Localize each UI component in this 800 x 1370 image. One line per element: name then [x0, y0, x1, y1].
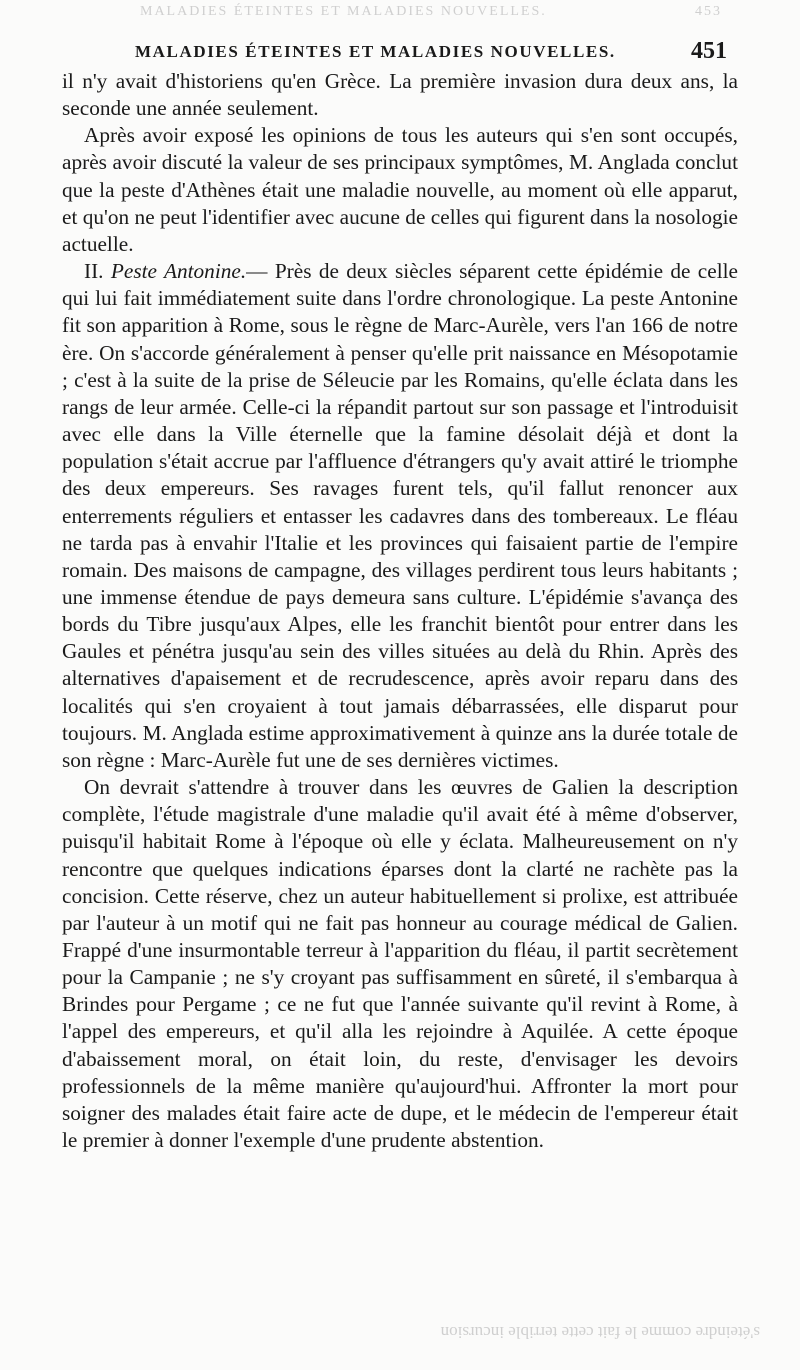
- show-through-page-number: 453: [695, 4, 722, 19]
- paragraph-peste-antonine: [62, 258, 738, 774]
- section-number: II.: [84, 259, 104, 284]
- body-text: [62, 68, 738, 1154]
- paragraph-anglada-conclusion: Après avoir exposé les opinions de tous les auteurs qui s'en sont occupés, après avoir discuté la valeur de ses principaux symptômes, M. Anglada conclut que la peste d'Athènes était une maladie nouvelle, au moment où elle apparut, et qu'on ne peut l'identifier avec aucune de celles qui figurent dans la nosologie actuelle.: [62, 123, 738, 256]
- section-title: Peste Antonine.: [110, 259, 247, 284]
- running-header: [135, 38, 735, 70]
- running-title: MALADIES ÉTEINTES ET MALADIES NOUVELLES.: [135, 42, 616, 61]
- show-through-bottom-line: s'éteindre comme le fait cette terrible incursion: [440, 1323, 760, 1342]
- paragraph-continuation: il n'y avait d'historiens qu'en Grèce. La première invasion dura deux ans, la seconde une année seulement.: [62, 69, 738, 121]
- section-body: — Près de deux siècles séparent cette épidémie de celle qui lui fait immédiatement suite dans l'ordre chronologique. La peste Antonine fit son apparition à Rome, sous le règne de Marc-Aurèle, vers l'an 166 de notre ère. On s'accorde généralement à penser qu'elle prit naissance en Mésopotamie ; c'est à la suite de la prise de Séleucie par les Romains, qu'elle éclata dans les rangs de leur armée. Celle-ci la répandit partout sur son passage et l'introduisit avec elle dans la Ville éternelle que la famine désolait déjà et dont la population s'était accrue par l'affluence d'étrangers qu'y avait attiré le triomphe des deux empereurs. Ses ravages furent tels, qu'il fallut renoncer aux enterrements réguliers et entasser les cadavres dans des tombereaux. Le fléau ne tarda pas à envahir l'Italie et les provinces qui faisaient partie de l'empire romain. Des maisons de campagne, des villages perdirent tous leurs habitants ; une immense étendue de pays demeura sans culture. L'épidémie s'avança des bords du Tibre jusqu'aux Alpes, elle les franchit bientôt pour entrer dans les Gaules et pénétra jusqu'au sein des villes situées au delà du Rhin. Après des alternatives d'apaisement et de recrudescence, après avoir reparu dans des localités qui s'en croyaient à tout jamais débarrassées, elle disparut pour toujours. M. Anglada estime approximativement à quinze ans la durée totale de son règne : Marc-Aurèle fut une de ses dernières victimes.: [62, 259, 738, 772]
- show-through-bottom: [60, 1322, 760, 1362]
- paragraph-galien: On devrait s'attendre à trouver dans les œuvres de Galien la description complète, l'étude magistrale d'une maladie qu'il avait été à même d'observer, puisqu'il habitait Rome à l'époque où elle y éclata. Malheureusement on n'y rencontre que quelques indications éparses dont la clarté ne rachète pas la concision. Cette réserve, chez un auteur habituellement si prolixe, est attribuée par l'auteur à un motif qui ne fait pas honneur au courage médical de Galien. Frappé d'une insurmontable terreur à l'apparition du fléau, il partit secrètement pour la Campanie ; ne s'y croyant pas suffisamment en sûreté, il s'embarqua à Brindes pour Pergame ; ce ne fut que l'année suivante qu'il revint à Rome, à l'appel des empereurs, et qu'il alla les rejoindre à Aquilée. A cette époque d'abaissement moral, on était loin, du reste, d'envisager les devoirs professionnels de la même manière qu'aujourd'hui. Affronter la mort pour soigner des malades était faire acte de dupe, et le médecin de l'empereur était le premier à donner l'exemple d'une prudente abstention.: [62, 775, 738, 1153]
- show-through-top: [140, 4, 722, 19]
- page-number: 451: [691, 38, 727, 64]
- show-through-title: MALADIES ÉTEINTES ET MALADIES NOUVELLES.: [140, 4, 547, 19]
